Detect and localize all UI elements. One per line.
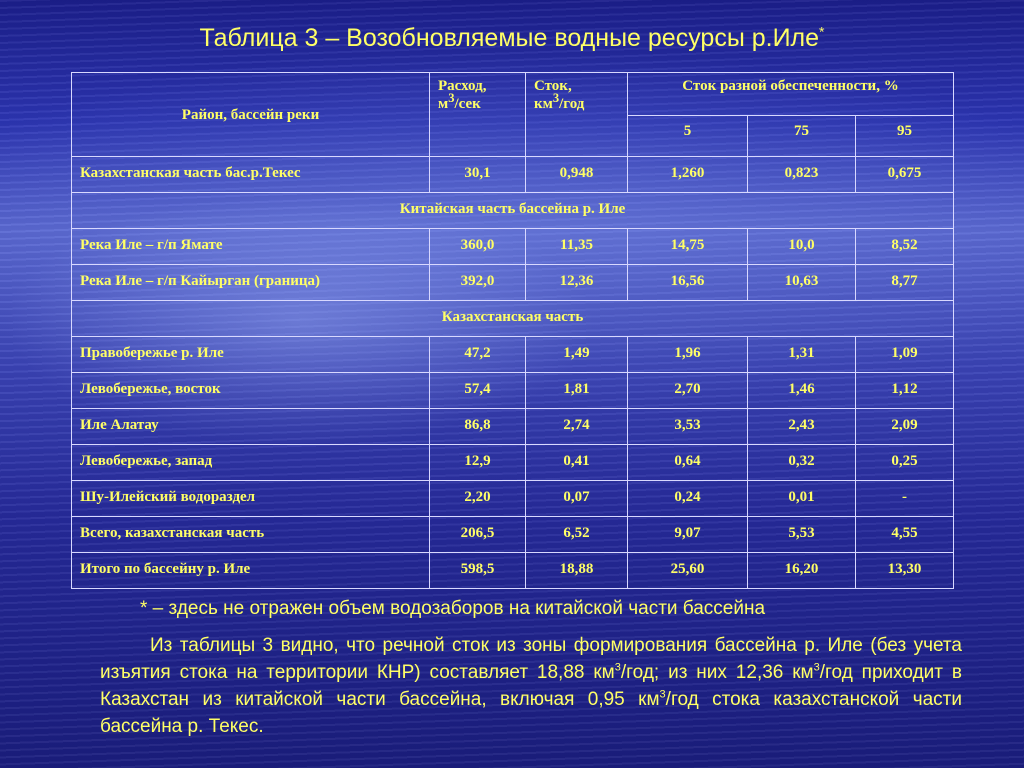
section-china-label: Китайская часть бассейна р. Иле: [72, 193, 954, 229]
table-footnote: * – здесь не отражен объем водозаборов на китайской части бассейна: [140, 598, 766, 619]
header-row: [72, 73, 954, 116]
table-row: [72, 157, 954, 193]
title-text: Таблица 3 – Возобновляемые водные ресурсы р.Иле: [199, 24, 820, 52]
header-region: Район, бассейн реки: [72, 73, 430, 157]
paragraph-sup-1: 3: [614, 661, 621, 674]
row-name: Шу-Илейский водораздел: [72, 481, 430, 517]
header-runoff-line1: Сток,: [534, 78, 572, 94]
slide-title: [0, 24, 1024, 53]
table-row: [72, 265, 954, 301]
table-row: [72, 445, 954, 481]
water-resources-table: [71, 72, 954, 589]
row-p5: 0,64: [628, 445, 748, 481]
row-p75: 0,01: [748, 481, 856, 517]
row-p75: 1,46: [748, 373, 856, 409]
row-p95: 0,25: [856, 445, 954, 481]
paragraph-sup-3: 3: [659, 688, 666, 701]
row-p5: 1,260: [628, 157, 748, 193]
row-p95: 8,52: [856, 229, 954, 265]
header-probability: Сток разной обеспеченности, %: [628, 73, 954, 116]
header-runoff: [526, 73, 628, 157]
row-runoff: 1,81: [526, 373, 628, 409]
row-p5: 1,96: [628, 337, 748, 373]
row-name: Река Иле – г/п Кайырган (граница): [72, 265, 430, 301]
row-p75: 10,63: [748, 265, 856, 301]
row-p5: 2,70: [628, 373, 748, 409]
table-row: [72, 517, 954, 553]
row-p5: 9,07: [628, 517, 748, 553]
paragraph-part-2: /год; из них 12,36 км: [620, 662, 814, 683]
row-p95: -: [856, 481, 954, 517]
row-runoff: 6,52: [526, 517, 628, 553]
row-name: Левобережье, восток: [72, 373, 430, 409]
row-runoff: 0,948: [526, 157, 628, 193]
table-row: [72, 337, 954, 373]
section-row-kazakh: [72, 301, 954, 337]
row-p75: 0,823: [748, 157, 856, 193]
row-p75: 10,0: [748, 229, 856, 265]
row-p75: 1,31: [748, 337, 856, 373]
row-flow: 392,0: [430, 265, 526, 301]
row-p95: 2,09: [856, 409, 954, 445]
header-runoff-per: /год: [559, 96, 585, 112]
header-runoff-sup: 3: [552, 91, 560, 105]
header-runoff-unit: км: [534, 96, 553, 112]
row-flow: 598,5: [430, 553, 526, 589]
table-row: [72, 229, 954, 265]
row-name: Итого по бассейну р. Иле: [72, 553, 430, 589]
row-name: Левобережье, запад: [72, 445, 430, 481]
row-p75: 2,43: [748, 409, 856, 445]
row-flow: 2,20: [430, 481, 526, 517]
row-p95: 4,55: [856, 517, 954, 553]
row-p75: 0,32: [748, 445, 856, 481]
row-runoff: 0,07: [526, 481, 628, 517]
section-kazakh-label: Казахстанская часть: [72, 301, 954, 337]
section-row-china: [72, 193, 954, 229]
table-row: [72, 481, 954, 517]
row-name: Всего, казахстанская часть: [72, 517, 430, 553]
row-p75: 5,53: [748, 517, 856, 553]
table-row: [72, 553, 954, 589]
paragraph-part-4: /год стока казахстанской части бассейна р. Текес.: [100, 689, 962, 737]
header-flow-per: /сек: [454, 96, 481, 112]
row-p95: 8,77: [856, 265, 954, 301]
row-flow: 360,0: [430, 229, 526, 265]
row-flow: 57,4: [430, 373, 526, 409]
row-name: Правобережье р. Иле: [72, 337, 430, 373]
row-p95: 13,30: [856, 553, 954, 589]
row-runoff: 0,41: [526, 445, 628, 481]
row-p95: 0,675: [856, 157, 954, 193]
row-flow: 30,1: [430, 157, 526, 193]
row-p95: 1,12: [856, 373, 954, 409]
row-p5: 16,56: [628, 265, 748, 301]
header-p95: 95: [856, 116, 954, 157]
header-p75: 75: [748, 116, 856, 157]
row-p5: 25,60: [628, 553, 748, 589]
row-flow: 12,9: [430, 445, 526, 481]
row-runoff: 1,49: [526, 337, 628, 373]
table-row: [72, 409, 954, 445]
header-flow-line1: Расход,: [438, 78, 487, 94]
row-p5: 3,53: [628, 409, 748, 445]
header-flow-sup: 3: [448, 91, 455, 105]
row-flow: 86,8: [430, 409, 526, 445]
header-flow-unit: м: [438, 96, 449, 112]
title-asterisk: *: [819, 23, 825, 40]
header-flow: [430, 73, 526, 157]
row-runoff: 11,35: [526, 229, 628, 265]
row-runoff: 18,88: [526, 553, 628, 589]
row-runoff: 12,36: [526, 265, 628, 301]
paragraph-part-1: Из таблицы 3 видно, что речной сток из зоны формирования бассейна р. Иле (без учета изъятия стока на территории КНР) составляет 18,88 км: [100, 635, 962, 683]
summary-paragraph: [100, 632, 962, 740]
row-name: Казахстанская часть бас.р.Текес: [72, 157, 430, 193]
row-flow: 47,2: [430, 337, 526, 373]
row-flow: 206,5: [430, 517, 526, 553]
header-p5: 5: [628, 116, 748, 157]
table-row: [72, 373, 954, 409]
row-name: Иле Алатау: [72, 409, 430, 445]
paragraph-part-3: /год приходит в Казахстан из китайской части бассейна, включая 0,95 км: [100, 662, 962, 710]
row-p5: 14,75: [628, 229, 748, 265]
row-name: Река Иле – г/п Ямате: [72, 229, 430, 265]
row-p75: 16,20: [748, 553, 856, 589]
paragraph-sup-2: 3: [813, 661, 820, 674]
row-p5: 0,24: [628, 481, 748, 517]
row-p95: 1,09: [856, 337, 954, 373]
row-runoff: 2,74: [526, 409, 628, 445]
